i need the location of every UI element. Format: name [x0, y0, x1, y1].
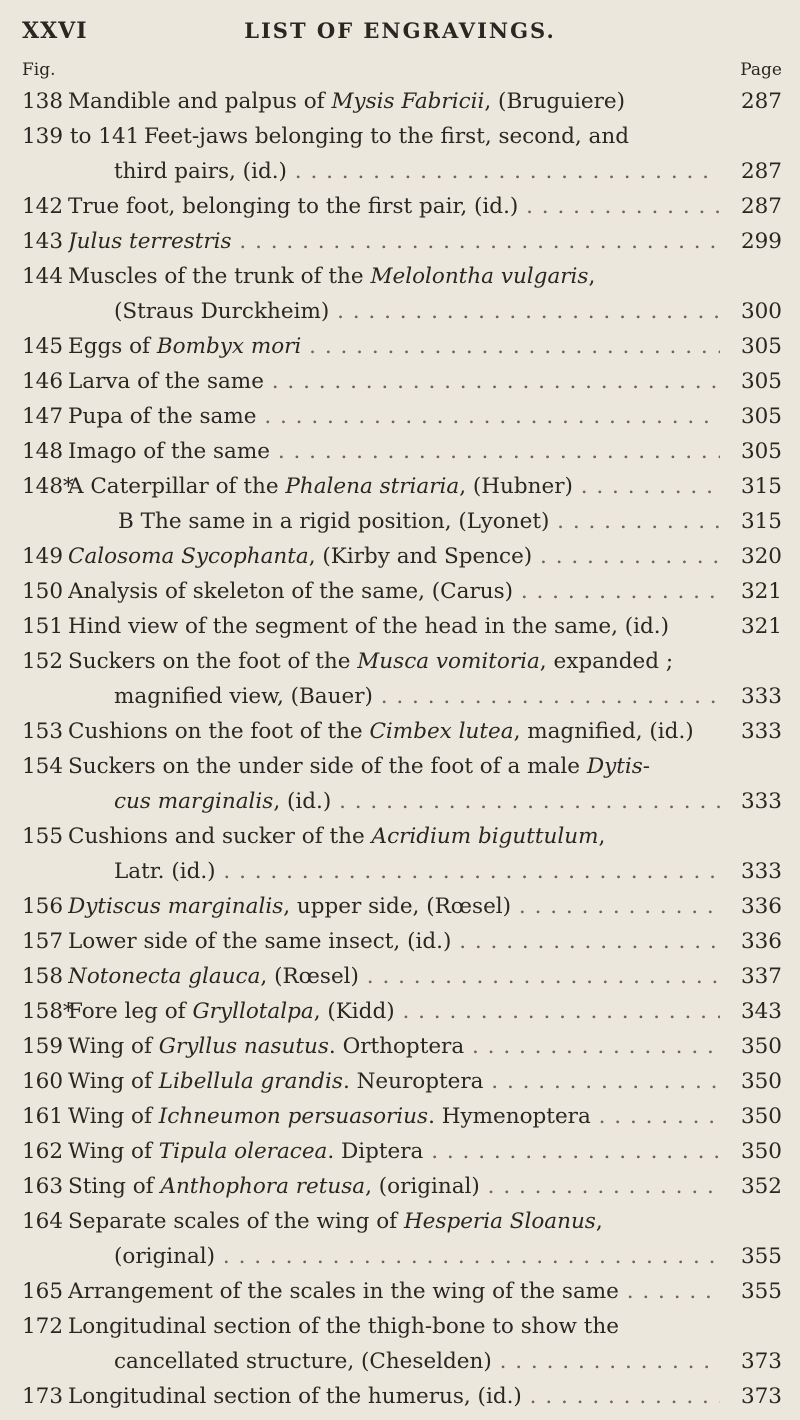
- list-item: [22, 1239, 782, 1274]
- entry-text: Separate scales of the wing of: [68, 1209, 404, 1234]
- list-item: [22, 224, 782, 259]
- entry-text: Imago of the same: [68, 439, 270, 464]
- entry-text: Longitudinal section of the humerus, (id.): [68, 1384, 522, 1409]
- figure-number: 158: [22, 964, 64, 989]
- list-item: [22, 434, 782, 469]
- figure-number: 155: [22, 824, 64, 849]
- entry-description: [114, 1344, 720, 1379]
- species-name: Phalena striaria: [285, 474, 460, 499]
- list-item: [22, 854, 782, 889]
- entry-text: Wing of: [68, 1139, 159, 1164]
- entry-description: [68, 994, 720, 1029]
- entry-description: [68, 1099, 720, 1134]
- species-name: Dytiscus marginalis: [68, 894, 284, 919]
- page-reference: 343: [740, 999, 782, 1024]
- entry-text: Muscles of the trunk of the: [68, 264, 371, 289]
- entry-text: Analysis of skeleton of the same, (Carus): [68, 579, 513, 604]
- page-reference: 321: [740, 579, 782, 604]
- list-item: [22, 329, 782, 364]
- entry-description: [68, 819, 720, 854]
- entry-description: [114, 854, 720, 889]
- species-name: Ichneumon persuasorius: [158, 1104, 429, 1129]
- species-name: cus marginalis: [114, 789, 274, 814]
- species-name: Tipula oleracea: [158, 1139, 328, 1164]
- list-item: [22, 1344, 782, 1379]
- figure-number: 143: [22, 229, 64, 254]
- figure-number: 160: [22, 1069, 64, 1094]
- entry-text: , expanded ;: [539, 649, 674, 674]
- page-reference: 333: [740, 789, 782, 814]
- entry-text: ,: [588, 264, 596, 289]
- engravings-list: [22, 84, 782, 1414]
- page-reference: 333: [740, 719, 782, 744]
- entry-text: Lower side of the same insect, (id.): [68, 929, 452, 954]
- page-reference: 305: [740, 334, 782, 359]
- species-name: Anthophora retusa: [160, 1174, 366, 1199]
- page-reference: 333: [740, 684, 782, 709]
- figure-number: 158*: [22, 999, 74, 1024]
- entry-description: [68, 959, 720, 994]
- page-reference: 299: [740, 229, 782, 254]
- entry-description: [68, 714, 720, 749]
- entry-text: Arrangement of the scales in the wing of the same: [68, 1279, 619, 1304]
- entry-description: [68, 189, 720, 224]
- page-reference: 287: [740, 194, 782, 219]
- page-reference: 287: [740, 89, 782, 114]
- entry-text: magnified view, (Bauer): [114, 684, 373, 709]
- page-reference: 337: [740, 964, 782, 989]
- entry-text: Latr. (id.): [114, 859, 216, 884]
- species-name: Mysis Fabricii: [331, 89, 485, 114]
- list-item: [22, 539, 782, 574]
- list-item: [22, 189, 782, 224]
- entry-description: [68, 1029, 720, 1064]
- figure-number: 151: [22, 614, 64, 639]
- species-name: Dytis-: [586, 754, 651, 779]
- figure-number: 165: [22, 1279, 64, 1304]
- list-item: [22, 84, 782, 119]
- entry-description: [68, 574, 720, 609]
- page-header: [22, 18, 778, 50]
- figure-number: 148*: [22, 474, 74, 499]
- list-item: [22, 679, 782, 714]
- entry-description: [68, 609, 720, 644]
- entry-description: [68, 434, 720, 469]
- entry-text: Suckers on the under side of the foot of a male: [68, 754, 587, 779]
- entry-text: , (id.): [273, 789, 332, 814]
- column-headers: [22, 60, 782, 82]
- figure-number: 147: [22, 404, 64, 429]
- list-item: [22, 1274, 782, 1309]
- page-reference: 320: [740, 544, 782, 569]
- entry-text: Cushions and sucker of the: [68, 824, 372, 849]
- page-reference: 305: [740, 404, 782, 429]
- list-item: [22, 1379, 782, 1414]
- page-reference: 305: [740, 439, 782, 464]
- list-item: [22, 609, 782, 644]
- entry-description: [68, 329, 720, 364]
- entry-description: [68, 399, 720, 434]
- entry-text: . Hymenoptera: [428, 1104, 591, 1129]
- list-item: [22, 1169, 782, 1204]
- entry-description: [68, 1169, 720, 1204]
- entry-text: True foot, belonging to the first pair, (id.): [68, 194, 519, 219]
- list-item: [22, 1099, 782, 1134]
- list-item: [22, 1134, 782, 1169]
- list-item: [22, 644, 782, 679]
- entry-description: [144, 119, 782, 154]
- entry-text: Fore leg of: [68, 999, 193, 1024]
- figure-number: 152: [22, 649, 64, 674]
- list-item: [22, 889, 782, 924]
- entry-text: third pairs, (id.): [114, 159, 287, 184]
- figure-number: 145: [22, 334, 64, 359]
- entry-text: , (original): [365, 1174, 480, 1199]
- entry-description: [68, 1064, 720, 1099]
- list-item: [22, 469, 782, 504]
- figure-number: 153: [22, 719, 64, 744]
- page-column-header: Page: [740, 60, 782, 80]
- entry-description: [68, 1309, 720, 1344]
- entry-description: [68, 469, 720, 504]
- entry-text: cancellated structure, (Cheselden): [114, 1349, 492, 1374]
- figure-number: 156: [22, 894, 64, 919]
- page-reference: 350: [740, 1034, 782, 1059]
- entry-text: A Caterpillar of the: [68, 474, 286, 499]
- species-name: Hesperia Sloanus: [403, 1209, 596, 1234]
- entry-description: [114, 1239, 720, 1274]
- page-reference: 305: [740, 369, 782, 394]
- list-item: [22, 959, 782, 994]
- entry-description: [68, 259, 720, 294]
- list-item: [22, 399, 782, 434]
- entry-text: B The same in a rigid position, (Lyonet): [118, 509, 550, 534]
- entry-text: . Orthoptera: [328, 1034, 465, 1059]
- entry-text: Hind view of the segment of the head in the same, (id.): [68, 614, 670, 639]
- list-item: [22, 119, 782, 154]
- figure-number: 150: [22, 579, 64, 604]
- entry-text: Larva of the same: [68, 369, 264, 394]
- species-name: Calosoma Sycophanta: [68, 544, 309, 569]
- list-item: [22, 714, 782, 749]
- page-reference: 336: [740, 894, 782, 919]
- entry-text: (Straus Durckheim): [114, 299, 330, 324]
- entry-description: [114, 784, 720, 819]
- species-name: Julus terrestris: [68, 229, 232, 254]
- figure-number: 161: [22, 1104, 64, 1129]
- figure-number: 142: [22, 194, 64, 219]
- figure-number: 146: [22, 369, 64, 394]
- entry-text: , (Kirby and Spence): [308, 544, 533, 569]
- entry-text: ,: [595, 1209, 603, 1234]
- figure-number: 144: [22, 264, 64, 289]
- entry-description: [68, 924, 720, 959]
- list-item: [22, 574, 782, 609]
- entry-text: Wing of: [68, 1069, 159, 1094]
- entry-text: Mandible and palpus of: [68, 89, 332, 114]
- running-title: LIST OF ENGRAVINGS.: [244, 18, 556, 43]
- figure-number: 157: [22, 929, 64, 954]
- figure-number: 162: [22, 1139, 64, 1164]
- entry-text: , upper side, (Rœsel): [283, 894, 512, 919]
- figure-number: 164: [22, 1209, 64, 1234]
- figure-number: 173: [22, 1384, 64, 1409]
- figure-number: 148: [22, 439, 64, 464]
- entry-text: , (Bruguiere): [484, 89, 625, 114]
- page-reference: 315: [740, 509, 782, 534]
- species-name: Bombyx mori: [156, 334, 302, 359]
- list-item: [22, 1309, 782, 1344]
- entry-description: [68, 889, 720, 924]
- entry-text: Longitudinal section of the thigh-bone to show the: [68, 1314, 619, 1339]
- page-reference: 355: [740, 1244, 782, 1269]
- page-reference: 373: [740, 1384, 782, 1409]
- page-reference: 350: [740, 1069, 782, 1094]
- entry-description: [68, 84, 720, 119]
- figure-number: 163: [22, 1174, 64, 1199]
- page-reference: 287: [740, 159, 782, 184]
- entry-description: [118, 504, 720, 539]
- page-reference: 321: [740, 614, 782, 639]
- species-name: Cimbex lutea: [369, 719, 514, 744]
- entry-text: , (Rœsel): [260, 964, 359, 989]
- page-reference: 350: [740, 1104, 782, 1129]
- entry-text: Suckers on the foot of the: [68, 649, 358, 674]
- entry-description: [68, 1379, 720, 1414]
- fig-column-header: Fig.: [22, 60, 56, 80]
- species-name: Notonecta glauca: [68, 964, 261, 989]
- entry-description: [68, 539, 720, 574]
- page-reference: 336: [740, 929, 782, 954]
- species-name: Acridium biguttulum: [371, 824, 599, 849]
- list-item: [22, 259, 782, 294]
- entry-text: Sting of: [68, 1174, 161, 1199]
- entry-text: Eggs of: [68, 334, 157, 359]
- list-item: [22, 819, 782, 854]
- entry-description: [68, 1204, 720, 1239]
- list-item: [22, 924, 782, 959]
- entry-text: , (Hubner): [459, 474, 573, 499]
- list-item: [22, 1029, 782, 1064]
- list-item: [22, 749, 782, 784]
- entry-text: (original): [114, 1244, 216, 1269]
- page-reference: 355: [740, 1279, 782, 1304]
- entry-text: , magnified, (id.): [513, 719, 694, 744]
- species-name: Libellula grandis: [158, 1069, 343, 1094]
- entry-text: Wing of: [68, 1034, 159, 1059]
- list-item: [22, 994, 782, 1029]
- entry-text: . Diptera: [327, 1139, 424, 1164]
- entry-text: Pupa of the same: [68, 404, 257, 429]
- entry-description: [114, 679, 720, 714]
- list-item: [22, 784, 782, 819]
- list-item: [22, 364, 782, 399]
- page-reference: 315: [740, 474, 782, 499]
- species-name: Melolontha vulgaris: [370, 264, 589, 289]
- page-reference: 352: [740, 1174, 782, 1199]
- entry-text: Cushions on the foot of the: [68, 719, 370, 744]
- page-reference: 333: [740, 859, 782, 884]
- entry-description: [114, 154, 720, 189]
- list-item: [22, 504, 782, 539]
- page-reference: 300: [740, 299, 782, 324]
- entry-text: , (Kidd): [313, 999, 395, 1024]
- figure-number: 139 to 141: [22, 124, 140, 149]
- page-reference: 373: [740, 1349, 782, 1374]
- figure-number: 138: [22, 89, 64, 114]
- entry-description: [68, 1274, 720, 1309]
- entry-description: [68, 1134, 720, 1169]
- figure-number: 154: [22, 754, 64, 779]
- entry-description: [114, 294, 720, 329]
- entry-description: [68, 644, 720, 679]
- figure-number: 172: [22, 1314, 64, 1339]
- list-item: [22, 1204, 782, 1239]
- entry-text: Feet-jaws belonging to the first, second, and: [144, 124, 629, 149]
- entry-description: [68, 224, 720, 259]
- species-name: Gryllotalpa: [192, 999, 314, 1024]
- list-item: [22, 154, 782, 189]
- entry-description: [68, 364, 720, 399]
- entry-description: [68, 749, 720, 784]
- entry-text: ,: [598, 824, 606, 849]
- entry-text: Wing of: [68, 1104, 159, 1129]
- list-item: [22, 1064, 782, 1099]
- entry-text: . Neuroptera: [342, 1069, 484, 1094]
- species-name: Gryllus nasutus: [158, 1034, 329, 1059]
- figure-number: 159: [22, 1034, 64, 1059]
- page-number: XXVI: [22, 18, 88, 44]
- page-reference: 350: [740, 1139, 782, 1164]
- species-name: Musca vomitoria: [357, 649, 540, 674]
- list-item: [22, 294, 782, 329]
- figure-number: 149: [22, 544, 64, 569]
